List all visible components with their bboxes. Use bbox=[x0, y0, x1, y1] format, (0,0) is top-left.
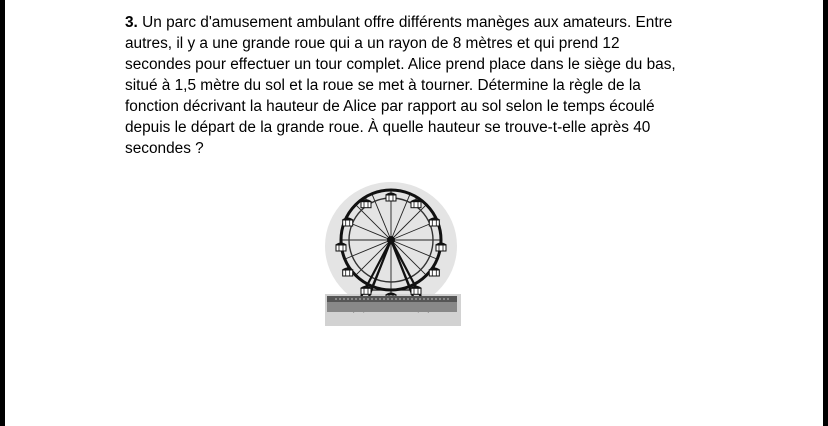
ferris-wheel-illustration bbox=[321, 178, 463, 328]
problem-line-7: secondes ? bbox=[125, 140, 204, 157]
problem-number: 3. bbox=[125, 14, 138, 31]
problem-statement bbox=[125, 12, 715, 159]
problem-line-2: autres, il y a une grande roue qui a un rayon de 8 mètres et qui prend 12 bbox=[125, 35, 620, 52]
problem-line-3: secondes pour effectuer un tour complet. Alice prend place dans le siège du bas, bbox=[125, 56, 676, 73]
document-page bbox=[5, 0, 823, 426]
problem-line-4: situé à 1,5 mètre du sol et la roue se met à tourner. Détermine la règle de la bbox=[125, 77, 641, 94]
problem-line-5: fonction décrivant la hauteur de Alice par rapport au sol selon le temps écoulé bbox=[125, 98, 655, 115]
problem-line-1: 3. Un parc d'amusement ambulant offre différents manèges aux amateurs. Entre bbox=[125, 14, 673, 31]
problem-line-6: depuis le départ de la grande roue. À quelle hauteur se trouve-t-elle après 40 bbox=[125, 119, 651, 136]
